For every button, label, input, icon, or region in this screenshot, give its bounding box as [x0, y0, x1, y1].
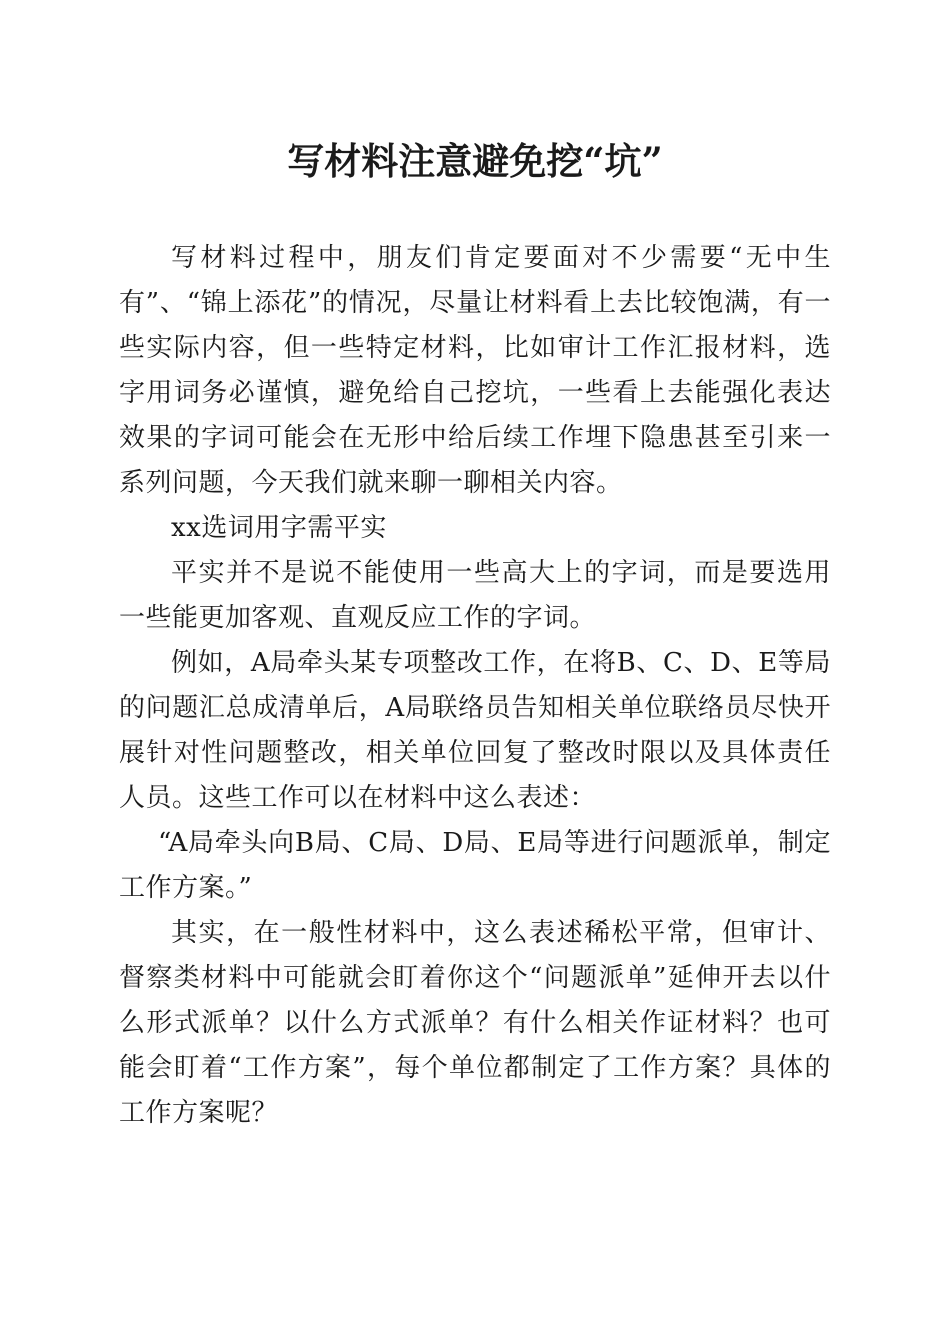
paragraph-example: 例如，A局牵头某专项整改工作，在将B、C、D、E等局的问题汇总成清单后，A局联络员告知相关单位联络员尽快开展针对性问题整改，相关单位回复了整改时限以及具体责任人员。这些工作可以在材料中这么表述： — [119, 648, 831, 813]
paragraph-intro: 写材料过程中，朋友们肯定要面对不少需要“无中生有”、“锦上添花”的情况，尽量让材料看上去比较饱满，有一些实际内容，但一些特定材料，比如审计工作汇报材料，选字用词务必谨慎，避免给自己挖坑，一些看上去能强化表达效果的字词可能会在无形中给后续工作埋下隐患甚至引来一系列问题，今天我们就来聊一聊相关内容。 — [119, 243, 831, 498]
document-title: 写材料注意避免挖“坑” — [287, 139, 663, 183]
paragraph-plain-words: 平实并不是说不能使用一些高大上的字词，而是要选用一些能更加客观、直观反应工作的字词。 — [119, 558, 831, 633]
paragraph-quote: “A局牵头向B局、C局、D局、E局等进行问题派单，制定工作方案。” — [119, 828, 831, 903]
section-heading: xx选词用字需平实 — [171, 513, 387, 543]
paragraph-analysis: 其实，在一般性材料中，这么表述稀松平常，但审计、督察类材料中可能就会盯着你这个“问题派单”延伸开去以什么形式派单？以什么方式派单？有什么相关作证材料？也可能会盯着“工作方案”，每个单位都制定了工作方案？具体的工作方案呢？ — [119, 918, 831, 1128]
document-body — [119, 236, 831, 1136]
